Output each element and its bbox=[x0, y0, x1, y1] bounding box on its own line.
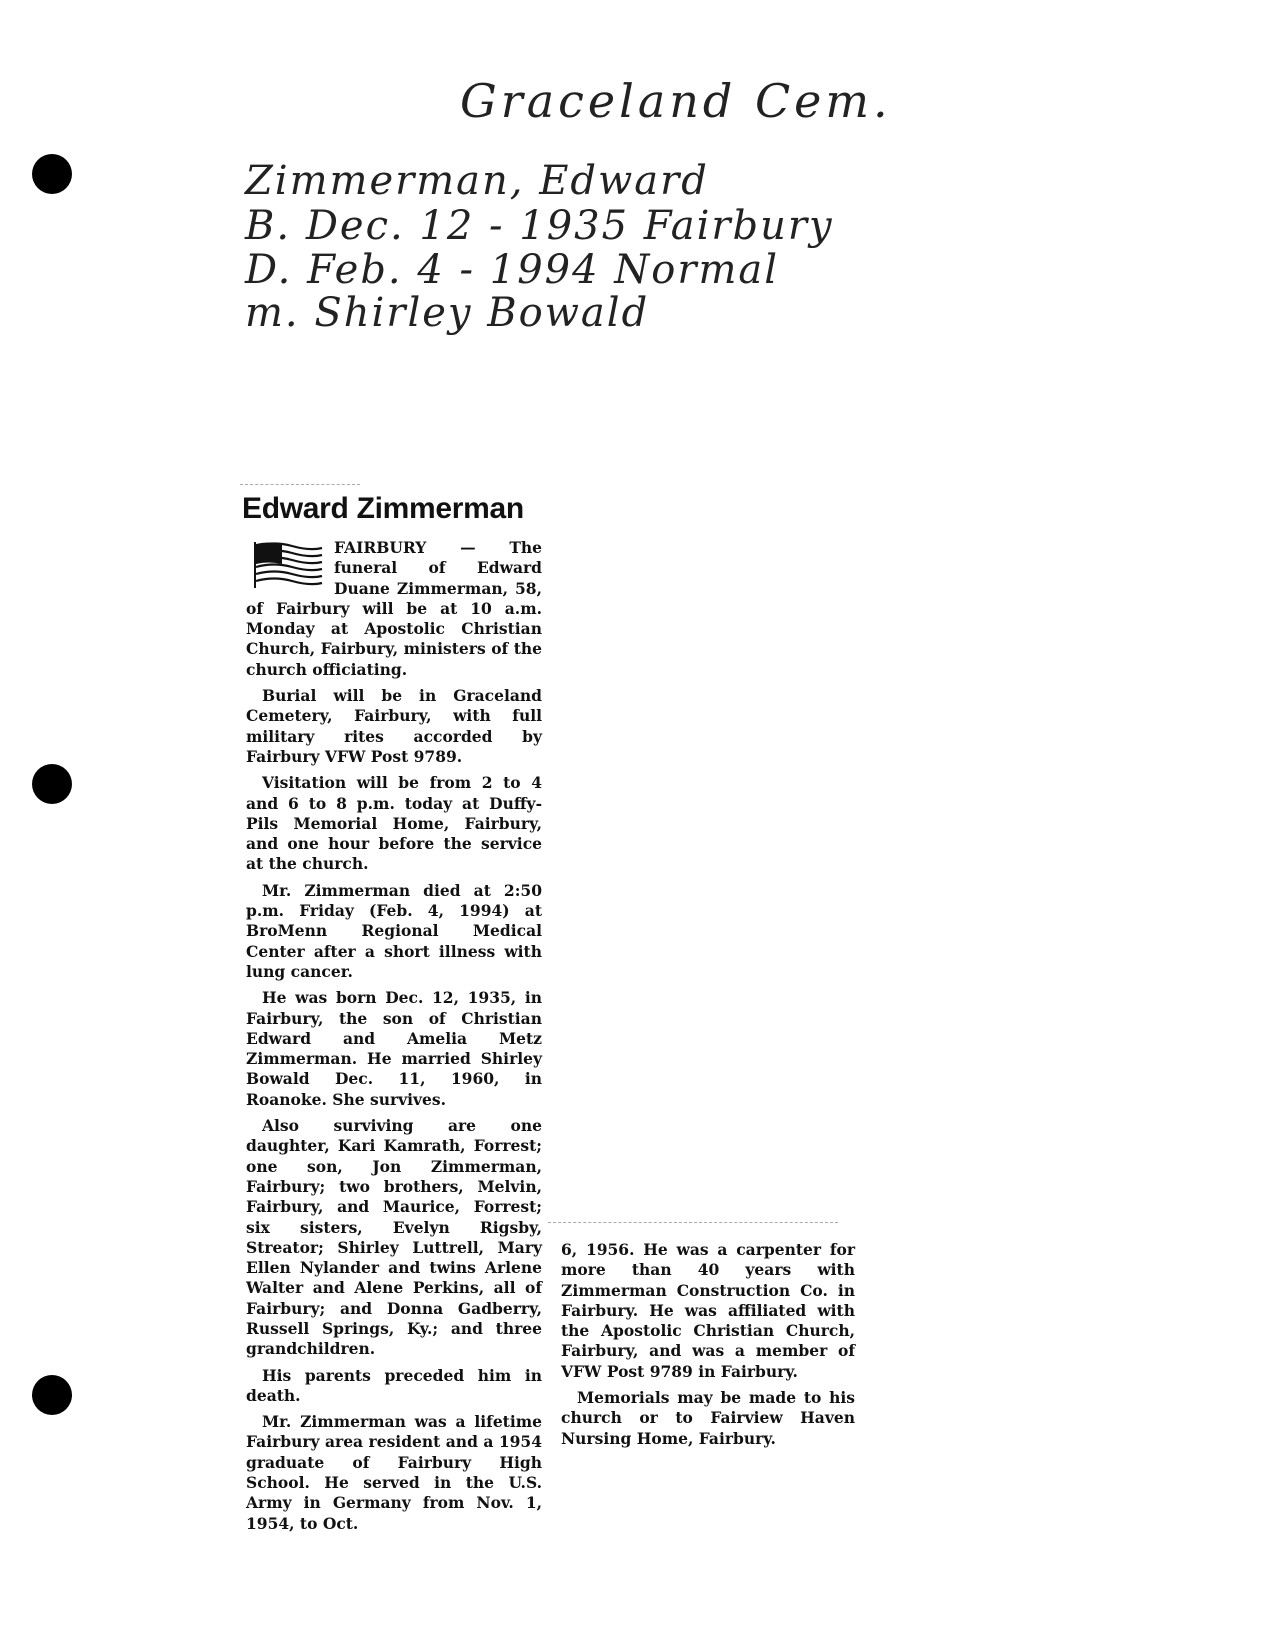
binder-hole-top bbox=[32, 154, 72, 194]
handwritten-name: Zimmerman, Edward bbox=[245, 158, 709, 204]
handwritten-marriage: m. Shirley Bowald bbox=[245, 290, 650, 336]
obituary-paragraph: He was born Dec. 12, 1935, in Fairbury, the son of Christian Edward and Amelia Metz Zimmerman. He married Shirley Bowald Dec. 11, 1960, in Roanoke. She survives. bbox=[246, 988, 542, 1109]
american-flag-icon bbox=[252, 540, 324, 590]
handwritten-death: D. Feb. 4 - 1994 Normal bbox=[245, 247, 780, 293]
continuation-top-edge bbox=[548, 1222, 838, 1223]
handwritten-birth: B. Dec. 12 - 1935 Fairbury bbox=[245, 203, 834, 249]
obituary-clipping bbox=[236, 492, 554, 1540]
obituary-column-2 bbox=[557, 1240, 855, 1455]
obituary-column-1 bbox=[246, 538, 542, 1534]
obituary-paragraph: 6, 1956. He was a carpenter for more than 40 years with Zimmerman Construction Co. in Fairbury. He was affiliated with the Apostolic Christian Church, Fairbury, and was a member of VFW Post 9789 in Fairbury. bbox=[561, 1240, 855, 1381]
obituary-paragraph: Memorials may be made to his church or to Fairview Haven Nursing Home, Fairbury. bbox=[561, 1388, 855, 1448]
handwritten-cemetery: Graceland Cem. bbox=[460, 74, 892, 128]
obituary-paragraph: Burial will be in Graceland Cemetery, Fairbury, with full military rites accorded by Fairbury VFW Post 9789. bbox=[246, 686, 542, 766]
obituary-paragraph: Also surviving are one daughter, Kari Kamrath, Forrest; one son, Jon Zimmerman, Fairbury; two brothers, Melvin, Fairbury, and Maurice, Forrest; six sisters, Evelyn Rigsby, Streator; Shirley Luttrell, Mary Ellen Nylander and twins Arlene Walter and Alene Perkins, all of Fairbury; and Donna Gadberry, Russell Springs, Ky.; and three grandchildren. bbox=[246, 1116, 542, 1359]
obituary-paragraph: Mr. Zimmerman was a lifetime Fairbury area resident and a 1954 graduate of Fairbury High School. He served in the U.S. Army in Germany from Nov. 1, 1954, to Oct. bbox=[246, 1412, 542, 1533]
binder-hole-middle bbox=[32, 764, 72, 804]
obituary-paragraph: Mr. Zimmerman died at 2:50 p.m. Friday (Feb. 4, 1994) at BroMenn Regional Medical Center after a short illness with lung cancer. bbox=[246, 880, 542, 981]
obituary-paragraph: Visitation will be from 2 to 4 and 6 to 8 p.m. today at Duffy-Pils Memorial Home, Fairbury, and one hour before the service at the church. bbox=[246, 773, 542, 874]
obituary-paragraph: FAIRBURY — The funeral of Edward Duane Zimmerman, 58, of Fairbury will be at 10 a.m. Monday at Apostolic Christian Church, Fairbury, ministers of the church officiating. bbox=[246, 538, 542, 679]
obituary-headline: Edward Zimmerman bbox=[242, 492, 524, 525]
clipping-top-edge bbox=[240, 484, 360, 485]
binder-hole-bottom bbox=[32, 1375, 72, 1415]
obituary-paragraph: His parents preceded him in death. bbox=[246, 1365, 542, 1405]
